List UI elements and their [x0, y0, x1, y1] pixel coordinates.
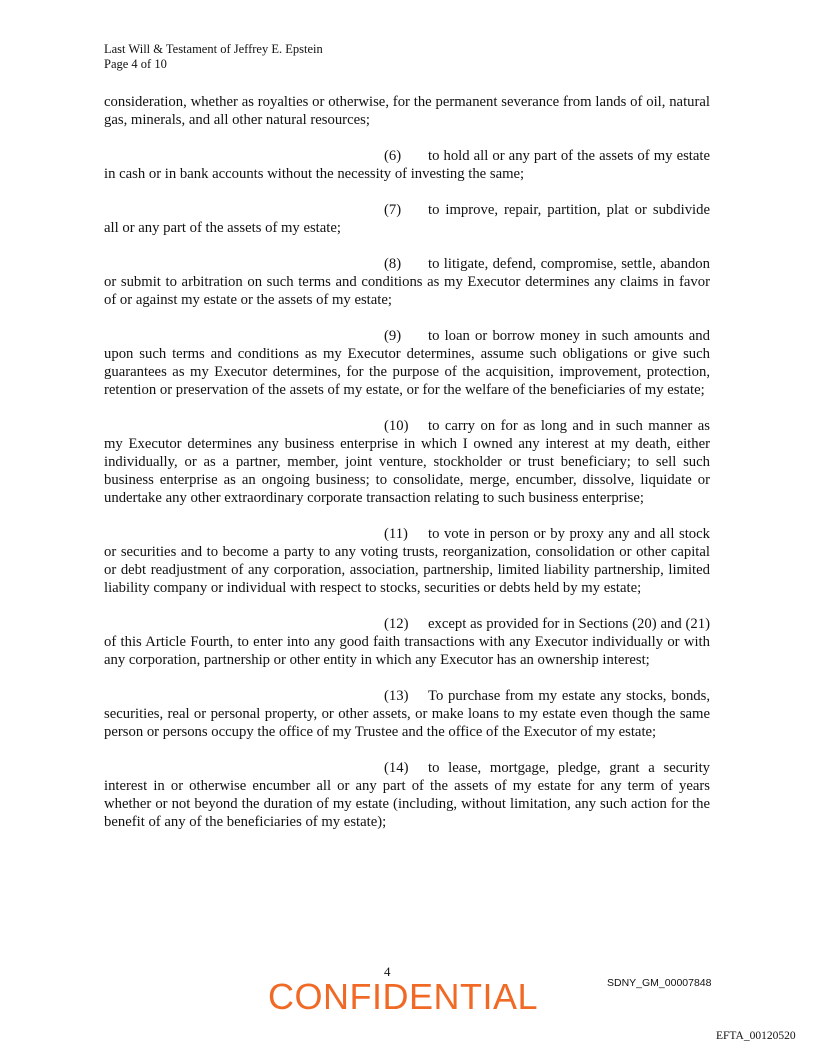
paragraph-11 [104, 525, 710, 597]
paragraph-text: as my Executor determines any business enterprise in which I owned any interest at my death, either individually, or as a partner, member, joint venture, stockholder or trust beneficiary; to sell such business enterprise as an ongoing business; to consolidate, merge, encumber, dissolve, liquidate or undertake any other extraordinary corporate transaction relating to such business enterprise; [104, 418, 711, 506]
paragraph-text: abandon or submit to arbitration on such terms and conditions as my Executor determines any claims in favor of or against my estate or the assets of my estate; [104, 256, 710, 308]
paragraph-lead-text: to hold all or any part of the assets of my [428, 148, 673, 164]
paragraph-8 [104, 255, 710, 309]
paragraph-text: (21) of this Article Fourth, to enter into any good faith transactions with any Executor individually or with any corporation, partnership or other entity in which any Executor has an ownership interest; [104, 616, 710, 668]
paragraph-lead [104, 148, 384, 164]
paragraph-lead-text: to improve, repair, partition, plat or [428, 202, 647, 218]
paragraph-continuation [104, 93, 710, 129]
paragraph-lead [104, 688, 384, 704]
paragraph-lead [104, 526, 384, 542]
paragraph-lead [104, 616, 384, 632]
document-header [104, 42, 323, 72]
paragraph-lead [104, 256, 384, 272]
paragraph-text: bonds, securities, real or personal property, or other assets, or make loans to my estate even though the same person or persons occupy the office of my Trustee and the office of the Executor of my estate; [104, 688, 711, 740]
paragraph-lead-text: to lease, mortgage, pledge, grant a security [428, 760, 710, 776]
paragraph-lead [104, 202, 384, 218]
efta-number: EFTA_00120520 [716, 1030, 796, 1042]
paragraph-lead [104, 760, 384, 776]
paragraph-text: subdivide all or any part of the assets of my estate; [104, 202, 710, 236]
paragraph-text: and upon such terms and conditions as my Executor determines, assume such obligations or give such guarantees as my Executor determines, for the purpose of the acquisition, improvement, protection, retention or preservation of the assets of my estate, or for the welfare of the beneficiaries of my estate; [104, 328, 710, 398]
page-number: 4 [384, 964, 391, 979]
paragraph-lead-text: to carry on for as long and in such manner [428, 418, 693, 434]
paragraph-lead [104, 418, 384, 434]
document-body [104, 93, 710, 849]
paragraph-12 [104, 615, 710, 669]
paragraph-lead-text: To purchase from my estate any stocks, [428, 688, 667, 704]
paragraph-number: (10) [384, 418, 409, 434]
paragraph-lead-text: to vote in person or by proxy any and all [428, 526, 675, 542]
paragraph-6 [104, 147, 710, 183]
paragraph-7 [104, 201, 710, 237]
paragraph-13 [104, 687, 710, 741]
confidential-stamp: CONFIDENTIAL [268, 976, 539, 1017]
paragraph-lead [104, 328, 384, 344]
paragraph-text: estate in cash or in bank accounts without the necessity of investing the same; [104, 148, 710, 182]
paragraph-number: (8) [384, 256, 402, 272]
paragraph-number: (7) [384, 202, 402, 218]
paragraph-lead-text: except as provided for in Sections (20) and [428, 616, 682, 632]
paragraph-number: (12) [384, 616, 409, 632]
paragraph-number: (13) [384, 688, 409, 704]
paragraph-text: stock or securities and to become a party to any voting trusts, reorganization, consolidation or other capital or debt readjustment of any corporation, association, partnership, limited liability partnership, limited liability company or individual with respect to stocks, securities or debts held by my estate; [104, 526, 711, 596]
paragraph-number: (14) [384, 760, 409, 776]
paragraph-number: (9) [384, 328, 402, 344]
paragraph-lead-text: to loan or borrow money in such amounts [428, 328, 684, 344]
paragraph-text: consideration, whether as royalties or otherwise, for the permanent severance from lands of oil, natural gas, minerals, and all other natural resources; [104, 94, 710, 128]
page-indicator: Page 4 of 10 [104, 57, 167, 71]
paragraph-10 [104, 417, 710, 507]
paragraph-text: interest in or otherwise encumber all or any part of the assets of my estate for any term of years whether or not beyond the duration of my estate (including, without limitation, any such action for the benefit of any of the beneficiaries of my estate); [104, 778, 710, 830]
paragraph-number: (11) [384, 526, 408, 542]
paragraph-lead-text: to litigate, defend, compromise, settle, [428, 256, 656, 272]
document-title: Last Will & Testament of Jeffrey E. Epstein [104, 42, 323, 56]
paragraph-number: (6) [384, 148, 402, 164]
paragraph-14 [104, 759, 710, 831]
paragraph-9 [104, 327, 710, 399]
bates-number: SDNY_GM_00007848 [607, 977, 712, 989]
